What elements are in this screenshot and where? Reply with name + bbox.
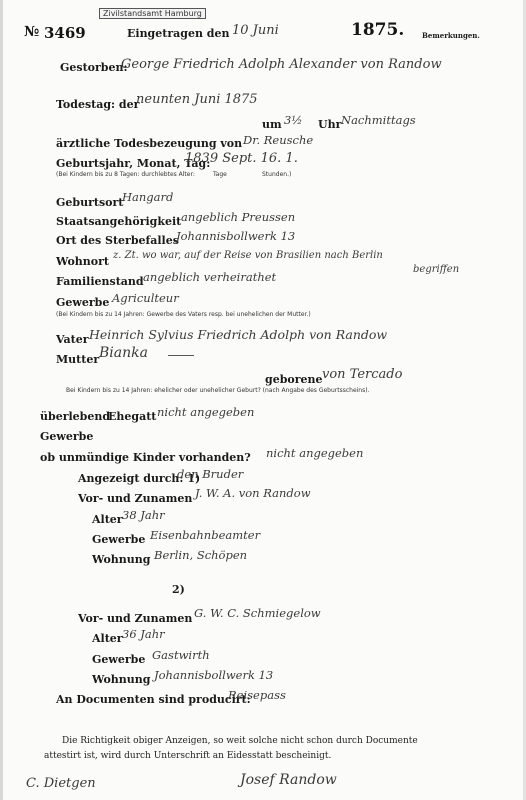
informant1-home-label: Wohnung	[92, 553, 151, 566]
minors-value: nicht angegeben	[266, 446, 364, 460]
citizenship-label: Staatsangehörigkeit	[56, 215, 182, 228]
spouse-label: Ehegatt	[108, 410, 157, 423]
survivor-label: überlebend	[40, 410, 111, 423]
family-status-label: Familienstand	[56, 275, 144, 288]
informant2-age-label: Alter	[92, 632, 123, 645]
signature-right: Josef Randow	[240, 772, 337, 788]
informant1-occupation-label: Gewerbe	[92, 533, 146, 546]
attestation-line-1: Die Richtigkeit obiger Anzeigen, so weit solche nicht schon durch Documente	[62, 736, 418, 746]
mother-value: Bianka	[99, 345, 148, 361]
survivor-occupation-label: Gewerbe	[40, 430, 94, 443]
attestation-line-2: attestirt ist, wird durch Unterschrift an Eidesstatt bescheinigt.	[44, 751, 332, 761]
occupation-value: Agriculteur	[112, 291, 179, 305]
mother-label: Mutter	[56, 353, 100, 366]
death-day-label: Todestag: der	[56, 98, 140, 111]
deceased-name: George Friedrich Adolph Alexander von Randow	[121, 57, 442, 72]
occupation-note: (Bei Kindern bis zu 14 Jahren: Gewerbe des Vaters resp. bei unehelichen der Mutter.)	[56, 311, 311, 318]
informant2-name-label: Vor- und Zunamen	[78, 612, 193, 625]
um-label: um	[262, 118, 282, 131]
entered-label: Eingetragen den	[127, 27, 230, 40]
mother-dash	[168, 355, 194, 356]
family-status-value: angeblich verheirathet	[143, 270, 277, 284]
entered-date: 10 Juni	[232, 23, 279, 38]
informant1-name-label: Vor- und Zunamen	[78, 492, 193, 505]
occupation-label: Gewerbe	[56, 296, 110, 309]
register-year: 1875.	[351, 20, 405, 40]
residence-label: Wohnort	[56, 255, 110, 268]
deceased-label: Gestorben:	[60, 61, 128, 74]
death-day-value: neunten Juni 1875	[136, 92, 258, 107]
parents-note: Bei Kindern bis zu 14 Jahren: ehelicher oder unehelicher Geburt? (nach Angabe des Geburtsscheins).	[66, 387, 370, 394]
registry-office-stamp: Zivilstandsamt Hamburg	[99, 8, 206, 19]
father-value: Heinrich Sylvius Friedrich Adolph von Randow	[89, 327, 388, 342]
remarks-label: Bemerkungen.	[422, 31, 480, 40]
informant2-home-value: Johannisbollwerk 13	[154, 668, 274, 682]
birthplace-value: Hangard	[122, 190, 174, 204]
spouse-value: nicht angegeben	[157, 405, 255, 419]
reported-by-label: Angezeigt durch: 1)	[78, 472, 201, 485]
number-sign: №	[24, 24, 40, 40]
citizenship-value: angeblich Preussen	[181, 210, 296, 224]
birth-note: (Bei Kindern bis zu 8 Tagen: durchlebtes Alter:	[56, 171, 195, 178]
birth-date-value: 1839 Sept. 16. 1.	[185, 151, 298, 166]
register-number: 3469	[44, 24, 86, 42]
time-of-day: Nachmittags	[341, 113, 416, 127]
documents-label: An Documenten sind producirt:	[56, 693, 251, 706]
residence-value: z. Zt. wo war, auf der Reise von Brasilien nach Berlin	[113, 250, 383, 261]
informant1-age-label: Alter	[92, 513, 123, 526]
minors-label: ob unmündige Kinder vorhanden?	[40, 451, 251, 464]
birth-tage: Tage	[213, 171, 227, 178]
nee-value: von Tercado	[322, 367, 403, 382]
uhr-label: Uhr	[318, 118, 342, 131]
informant2-age-value: 36 Jahr	[122, 627, 165, 641]
signature-left: C. Dietgen	[26, 776, 96, 791]
father-label: Vater	[56, 333, 89, 346]
informant1-occupation-value: Eisenbahnbeamter	[150, 528, 261, 542]
informant2-home-label: Wohnung	[92, 673, 151, 686]
certification-doctor: Dr. Reusche	[243, 133, 314, 147]
nee-label: geborene	[265, 373, 323, 386]
informant1-name-value: J. W. A. von Randow	[195, 486, 311, 500]
birthplace-label: Geburtsort	[56, 196, 124, 209]
informant1-home-value: Berlin, Schöpen	[154, 548, 248, 562]
birth-stunden: Stunden.)	[262, 171, 292, 178]
certification-label: ärztliche Todesbezeugung von	[56, 137, 243, 150]
documents-value: Reisepass	[228, 688, 286, 702]
residence-value-cont: begriffen	[413, 264, 460, 275]
birth-date-label: Geburtsjahr, Monat, Tag:	[56, 157, 211, 170]
death-hour: 3½	[284, 113, 303, 127]
informant2-index: 2)	[172, 583, 185, 596]
informant2-name-value: G. W. C. Schmiegelow	[194, 606, 321, 620]
informant1-age-value: 38 Jahr	[122, 508, 165, 522]
informant2-occupation-value: Gastwirth	[152, 648, 210, 662]
reported-by-value: den Bruder	[177, 467, 244, 481]
place-of-death-value: Johannisbollwerk 13	[176, 229, 296, 243]
informant2-occupation-label: Gewerbe	[92, 653, 146, 666]
place-of-death-label: Ort des Sterbefalles	[56, 234, 179, 247]
